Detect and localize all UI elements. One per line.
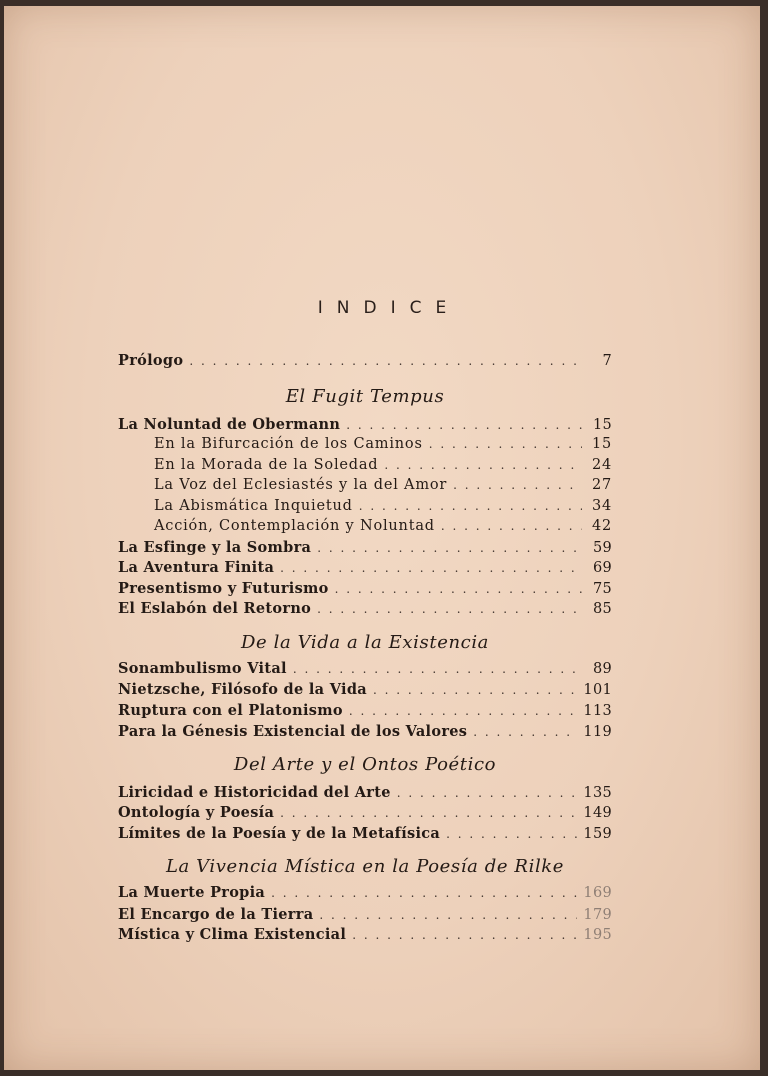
dot-leader: [335, 582, 582, 596]
dot-leader: [384, 458, 582, 472]
toc-entry-label: La Aventura Finita: [118, 559, 275, 576]
toc-entry-page-number: 113: [583, 703, 612, 719]
toc-entry: [118, 539, 612, 559]
toc-entry: [118, 559, 612, 579]
toc-entry: [118, 784, 612, 804]
toc-entry: [118, 681, 612, 701]
toc-entry-label: Nietzsche, Filósofo de la Vida: [118, 681, 367, 698]
toc-entry-page-number: 69: [592, 560, 612, 576]
dot-leader: [293, 662, 582, 676]
section-heading: Del Arte y el Ontos Poético: [233, 754, 497, 775]
toc-entry: [118, 723, 612, 743]
dot-leader: [349, 704, 578, 718]
toc-entry-page-number: 34: [591, 498, 612, 514]
toc-entry: [154, 477, 612, 497]
toc-entry: [118, 702, 612, 722]
toc-entry-label: El Encargo de la Tierra: [118, 906, 314, 923]
toc-entry: [118, 416, 612, 436]
toc-entry-label: La Voz del Eclesiastés y la del Amor: [154, 477, 448, 493]
book-page: [4, 6, 760, 1070]
dot-leader: [189, 354, 582, 368]
dot-leader: [473, 725, 577, 739]
toc-entry-label: Liricidad e Historicidad del Arte: [118, 784, 391, 801]
toc-entry: [118, 825, 612, 845]
toc-entry-label: La Noluntad de Obermann: [118, 416, 341, 433]
toc-entry-page-number: 15: [592, 417, 612, 433]
toc-entry: [154, 498, 612, 518]
toc-entry: [154, 518, 612, 538]
toc-entry: [118, 660, 612, 680]
toc-entry-label: Acción, Contemplación y Noluntad: [154, 518, 435, 534]
dot-leader: [441, 519, 582, 533]
toc-entry-label: Ontología y Poesía: [118, 804, 275, 821]
toc-entry: [118, 352, 612, 372]
toc-entry-label: La Muerte Propia: [118, 884, 266, 901]
toc-entry: [118, 926, 612, 946]
toc-entry-page-number: 89: [592, 661, 612, 677]
dot-leader: [397, 786, 578, 800]
toc-entry-page-number: 149: [583, 805, 612, 821]
dot-leader: [373, 683, 577, 697]
toc-entry-page-number: 195: [583, 927, 612, 943]
toc-entry-page-number: 15: [591, 436, 612, 452]
toc-entry-label: Para la Génesis Existencial de los Valores: [118, 723, 468, 740]
toc-entry-label: En la Bifurcación de los Caminos: [154, 436, 423, 452]
toc-entry: [118, 804, 612, 824]
toc-entry-label: En la Morada de la Soledad: [154, 457, 379, 473]
dot-leader: [271, 886, 577, 900]
toc-entry: [154, 436, 612, 456]
toc-entry-label: La Esfinge y la Sombra: [118, 539, 312, 556]
dot-leader: [317, 541, 582, 555]
dot-leader: [280, 806, 577, 820]
toc-entry-label: Prólogo: [118, 352, 184, 369]
toc-entry-page-number: 7: [602, 353, 612, 369]
toc-entry-page-number: 169: [583, 885, 612, 901]
section-heading: De la Vida a la Existencia: [240, 632, 490, 653]
toc-entry-label: Sonambulismo Vital: [118, 660, 287, 677]
dot-leader: [359, 499, 582, 513]
dot-leader: [352, 928, 577, 942]
dot-leader: [280, 561, 582, 575]
toc-entry-page-number: 27: [591, 477, 612, 493]
toc-entry-label: El Eslabón del Retorno: [118, 600, 312, 617]
dot-leader: [429, 437, 582, 451]
section-heading: El Fugit Tempus: [285, 386, 445, 407]
toc-entry-page-number: 75: [592, 581, 612, 597]
toc-entry: [118, 884, 612, 904]
toc-entry-page-number: 24: [591, 457, 612, 473]
dot-leader: [346, 418, 582, 432]
section-heading: La Vivencia Mística en la Poesía de Rilke: [165, 856, 565, 877]
toc-entry-page-number: 159: [583, 826, 612, 842]
toc-entry-label: Mística y Clima Existencial: [118, 926, 347, 943]
toc-entry-page-number: 119: [583, 724, 612, 740]
toc-entry-label: Presentismo y Futurismo: [118, 580, 329, 597]
toc-entry-page-number: 179: [583, 907, 612, 923]
toc-entry: [118, 906, 612, 926]
dot-leader: [453, 478, 582, 492]
toc-entry-page-number: 42: [591, 518, 612, 534]
toc-entry-page-number: 101: [583, 682, 612, 698]
toc-entry-label: Ruptura con el Platonismo: [118, 702, 343, 719]
dot-leader: [319, 908, 577, 922]
toc-entry-label: La Abismática Inquietud: [154, 498, 353, 514]
toc-entry: [118, 580, 612, 600]
toc-entry-page-number: 59: [592, 540, 612, 556]
toc-entry-page-number: 135: [583, 785, 612, 801]
dot-leader: [446, 827, 577, 841]
toc-entry: [118, 600, 612, 620]
toc-entry: [154, 457, 612, 477]
dot-leader: [317, 602, 582, 616]
page-title: INDICE: [317, 298, 461, 318]
toc-entry-page-number: 85: [592, 601, 612, 617]
toc-entry-label: Límites de la Poesía y de la Metafísica: [118, 825, 441, 842]
